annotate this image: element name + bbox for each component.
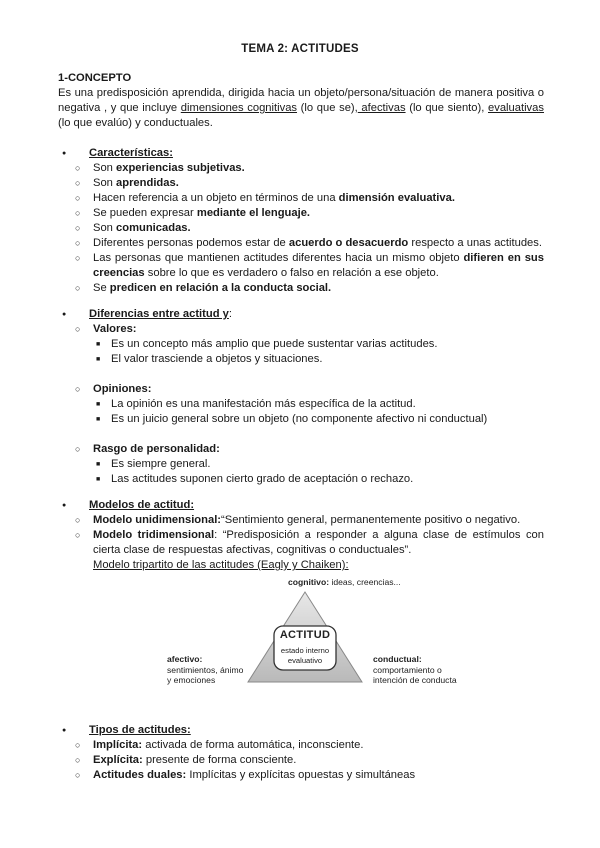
tipo-duales: ○ Actitudes duales: Implícitas y explícitas opuestas y simultáneas (58, 768, 544, 783)
list-item: ■ Es un juicio general sobre un objeto (no componente afectivo ni conductual) (58, 412, 544, 427)
caracteristica-item: ○ Son comunicadas. (58, 221, 544, 236)
intro-paragraph (58, 86, 544, 132)
diferencias-block (58, 307, 544, 487)
actitud-center-subtitle: estado interno evaluativo (280, 646, 330, 665)
intro-afectivas: afectivas (357, 102, 406, 115)
diferencias-heading: ● Diferencias entre actitud y: (58, 307, 544, 322)
caracteristicas-list (58, 161, 544, 296)
intro-cognitivas: dimensiones cognitivas (180, 102, 298, 115)
afectivo-label: afectivo: sentimientos, ánimo y emociones (167, 654, 244, 685)
caracteristica-item: ○ Se predicen en relación a la conducta social. (58, 281, 544, 296)
tripartite-diagram (160, 574, 457, 694)
page-title: TEMA 2: ACTITUDES (241, 43, 359, 55)
actitud-center-title: ACTITUD (279, 629, 331, 641)
rasgo-label: ○ Rasgo de personalidad: (58, 442, 544, 457)
list-item: ■ La opinión es una manifestación más específica de la actitud. (58, 397, 544, 412)
cognitivo-label: cognitivo: ideas, creencias... (288, 577, 401, 587)
list-item: ■ El valor trasciende a objetos y situaciones. (58, 352, 544, 367)
caracteristica-item: ○ Diferentes personas podemos estar de acuerdo o desacuerdo respecto a unas actitudes. (58, 236, 544, 251)
intro-text: (lo que siento), (405, 102, 488, 115)
list-item: ■ Las actitudes suponen cierto grado de aceptación o rechazo. (58, 472, 544, 487)
modelo-unidimensional: ○ Modelo unidimensional:“Sentimiento general, permanentemente positivo o negativo. (58, 513, 544, 528)
opiniones-label: ○ Opiniones: (58, 382, 544, 397)
section-heading-concepto: 1-CONCEPTO (58, 72, 132, 84)
caracteristica-item: ○ Las personas que mantienen actitudes diferentes hacia un mismo objeto difieren en sus creencias sobre lo que es verdadero o falso en relación a ese objeto. (58, 251, 544, 281)
valores-label: ○ Valores: (58, 322, 544, 337)
intro-text: (lo que se), (297, 102, 358, 115)
caracteristicas-block (58, 146, 544, 296)
list-item: ■ Es siempre general. (58, 457, 544, 472)
caracteristica-item: ○ Hacen referencia a un objeto en términos de una dimensión evaluativa. (58, 191, 544, 206)
caracteristicas-heading: ● Características: (58, 146, 544, 161)
intro-text: (lo que evalúo) y conductuales. (58, 117, 213, 130)
tipo-implicita: ○ Implícita: activada de forma automática, inconsciente. (58, 738, 544, 753)
modelo-tridimensional: ○ Modelo tridimensional: “Predisposición a responder a alguna clase de estímulos con cierta clase de respuestas afectivas, cognitivas o conductuales”. (58, 528, 544, 558)
caracteristica-item: ○ Son aprendidas. (58, 176, 544, 191)
tipos-heading: ● Tipos de actitudes: (58, 723, 544, 738)
tipos-block (58, 723, 544, 783)
tipo-explicita: ○ Explícita: presente de forma consciente. (58, 753, 544, 768)
caracteristica-item: ○ Se pueden expresar mediante el lenguaje. (58, 206, 544, 221)
list-item: ■ Es un concepto más amplio que puede sustentar varias actitudes. (58, 337, 544, 352)
intro-evaluativas: evaluativas (488, 102, 544, 115)
tripartito-caption: Modelo tripartito de las actitudes (Eagly y Chaiken): (93, 559, 349, 571)
conductual-label: conductual: comportamiento o intención de conducta (373, 654, 457, 685)
modelos-heading: ● Modelos de actitud: (58, 498, 544, 513)
modelos-block (58, 498, 544, 573)
intro-text: Es una predisposición aprendida, dirigida hacia un objeto/persona/situación de manera positiva o negativa , y que incluye (58, 87, 544, 115)
caracteristica-item: ○ Son experiencias subjetivas. (58, 161, 544, 176)
